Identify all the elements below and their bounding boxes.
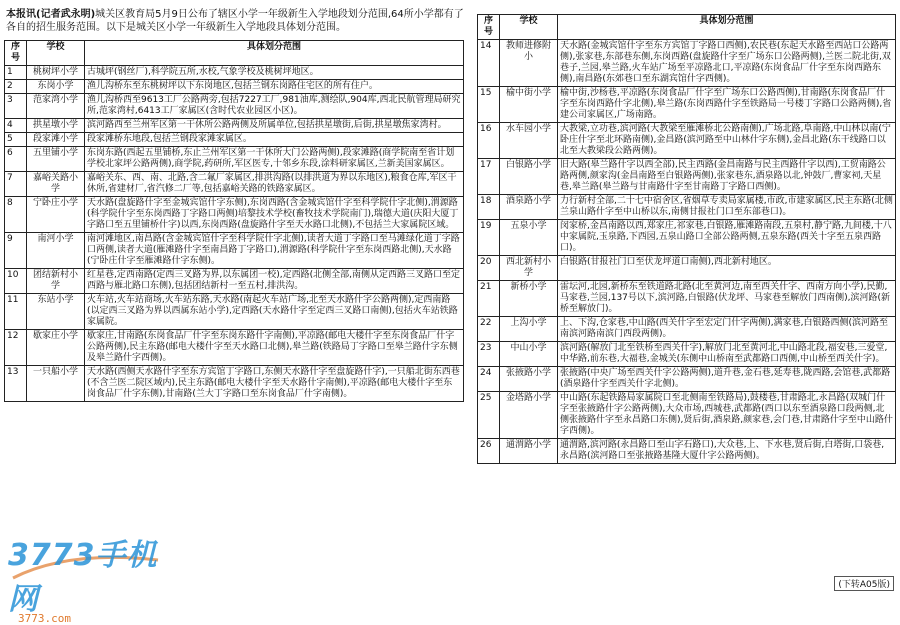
row-number: 6 <box>5 147 27 172</box>
row-number: 22 <box>478 317 500 342</box>
table-header-row <box>5 41 464 66</box>
school-name: 张掖路小学 <box>500 367 558 392</box>
district-range: 滨河路(解放门北至铁桥至西关什字),解放门北至黄河北,中山路北段,福安巷,三爱堂,中华路,前东巷,大福巷,金城关(东侧中山桥南至武都路口西侧,中山桥至西关什字)。 <box>558 342 896 367</box>
row-number: 23 <box>478 342 500 367</box>
school-name: 歇家庄小学 <box>27 330 85 366</box>
left-table <box>4 40 464 402</box>
table-row <box>5 330 464 366</box>
header-range: 具体划分范围 <box>85 41 464 66</box>
right-table-body <box>478 40 896 464</box>
row-number: 15 <box>478 87 500 123</box>
table-row <box>5 269 464 294</box>
district-range: 滨河路西至兰州军区第一干休所公路两侧及所属单位,包括拱星墩街,后街,拱星墩焦家湾村。 <box>85 119 464 133</box>
row-number: 4 <box>5 119 27 133</box>
row-number: 20 <box>478 256 500 281</box>
row-number: 21 <box>478 281 500 317</box>
district-range: 闵家桥,金昌南路以西,郑家庄,祁家巷,白银路,雁滩路南段,五泉村,静宁路,九间楼,十八中家属院,玉泉路,下西园,五泉山路口全部公路两侧,五泉东路(西关十字至五泉西路口)。 <box>558 220 896 256</box>
district-range: 渔儿沟桥西至9613工厂公路两旁,包括7227工厂,981油库,测绘队,904库,西北民航管理局研究所,范家湾村,6413工厂家属区(含时代农业园区小区)。 <box>85 94 464 119</box>
header-range: 具体划分范围 <box>558 15 896 40</box>
district-range: 榆中街,沙杨巷,平凉路(东岗食品厂什字至广场东口公路西侧),甘南路(东岗食品厂什字至东岗西路什字北侧),皋兰路(东岗西路什字至铁路局一号楼丁字路口公路两侧),省建公司家属区,广场南路。 <box>558 87 896 123</box>
row-number: 14 <box>478 40 500 87</box>
watermark-logo-text: 3773手机网 <box>8 538 158 617</box>
district-range: 红星巷,定西南路(定西三叉路为界,以东属团一校),定西路(北侧全部,南侧从定西路三叉路口至定西路与雁北路口东侧),包括团结新村一至五村,排洪沟。 <box>85 269 464 294</box>
district-range: 中山路(东起铁路局家属院口至北侧南至铁路局),鼓楼巷,甘肃路北,永昌路(双城门什字至张掖路什字公路两侧),大众市场,西城巷,武都路(西口以东至酒泉路口段两侧,北侧张掖路什字至永昌路口东侧),贤后街,酒泉路,颜家巷,会门巷,甘肃路什字至中山路什字西侧)。 <box>558 392 896 439</box>
table-row <box>478 220 896 256</box>
district-range: 火车站,火车站商场,火车站东路,天水路(南起火车站广场,北至天水路什字公路两侧),定西南路(以定西三叉路为界以西属东站小学),定西路(天水路什字至定西三叉路口南侧),包括火车站铁路家属院。 <box>85 294 464 330</box>
row-number: 16 <box>478 123 500 159</box>
school-name: 拱星墩小学 <box>27 119 85 133</box>
school-name: 金塔路小学 <box>500 392 558 439</box>
row-number: 17 <box>478 159 500 195</box>
district-range: 雷坛河,北园,新桥东至铁道路北路(北至黄河边,南至西关什字、西南方向小学),民勤,马家巷,兰园,137号以下,滨河路,白银路(伏龙坪、马家巷至解放门西南侧),滨河路(新桥至解放门)。 <box>558 281 896 317</box>
table-row <box>5 119 464 133</box>
row-number: 25 <box>478 392 500 439</box>
row-number: 12 <box>5 330 27 366</box>
table-row <box>478 87 896 123</box>
row-number: 24 <box>478 367 500 392</box>
table-row <box>478 40 896 87</box>
table-row <box>478 195 896 220</box>
table-row <box>5 366 464 402</box>
table-header-row <box>478 15 896 40</box>
row-number: 18 <box>478 195 500 220</box>
school-name: 团结新村小学 <box>27 269 85 294</box>
table-row <box>478 123 896 159</box>
district-range: 南河滩地区,南昌路(含金城宾馆什字至科学院什字北侧),读者大道丁字路口至马滩绿化道丁字路口两侧,读者大道(雁滩路什字至南昌路丁字路口),渭源路(科学院什字至东岗西路北侧),天水路(宁卧庄什字至雁滩路什字东侧)。 <box>85 233 464 269</box>
row-number: 8 <box>5 197 27 233</box>
school-name: 白银路小学 <box>500 159 558 195</box>
intro-text: 城关区教育局5月9日公布了辖区小学一年级新生入学地段划分范围,64所小学都有了各自的招生服务范围。以下是城关区小学一年级新生入学地段具体划分范围。 <box>6 9 464 33</box>
row-number: 2 <box>5 80 27 94</box>
row-number: 3 <box>5 94 27 119</box>
row-number: 5 <box>5 133 27 147</box>
right-column <box>477 14 896 464</box>
table-row <box>5 94 464 119</box>
table-row <box>5 147 464 172</box>
table-row <box>478 317 896 342</box>
school-name: 新桥小学 <box>500 281 558 317</box>
intro-lead: 本报讯(记者武永明) <box>6 9 96 20</box>
school-name: 中山小学 <box>500 342 558 367</box>
district-range: 白银路(甘报社门口至伏龙坪道口南侧),西北新村地区。 <box>558 256 896 281</box>
table-row <box>5 133 464 147</box>
school-name: 南河小学 <box>27 233 85 269</box>
table-row <box>5 294 464 330</box>
school-name: 酒泉路小学 <box>500 195 558 220</box>
continued-note: (下转A05版) <box>834 576 894 591</box>
district-range: 天水路(盘旋路什字至金城宾馆什字东侧),东岗西路(含金城宾馆什字至科学院什字北侧),渭源路(科学院什字至东岗西路丁字路口两侧)培黎技术学校(畜牧技术学院南门),瑞德大道(庆阳大厦丁字路口至五里铺桥什字)以西,东岗西路(盘旋路什字至天水路口北侧),不包括兰大家属院区域。 <box>85 197 464 233</box>
header-no: 序号 <box>5 41 27 66</box>
school-name: 上沟小学 <box>500 317 558 342</box>
district-range: 大教梁,立功巷,滨河路(大教梁至雁滩桥北公路南侧),广场北路,阜南路,中山林以南(宁卧庄什字至北环路南侧),金昌路(滨河路至中山林什字东侧),金昌北路(东干线路口以北至大教梁段公路两侧)。 <box>558 123 896 159</box>
district-range: 渔儿沟桥东至东桃树坪以下东岗地区,包括兰钢东岗路住宅区的所有住户。 <box>85 80 464 94</box>
school-name: 桃树坪小学 <box>27 66 85 80</box>
table-row <box>478 392 896 439</box>
district-range: 力行新村全部,二十七中宿舍区,省烟草专卖局家属楼,市政,市建家属区,民主东路(北侧兰泉山路什字至中山桥以东,南侧甘报社门口至东部巷口)。 <box>558 195 896 220</box>
table-row <box>478 367 896 392</box>
header-school: 学校 <box>27 41 85 66</box>
school-name: 东岗小学 <box>27 80 85 94</box>
right-table <box>477 14 896 464</box>
table-row <box>5 233 464 269</box>
district-range: 天水路(金城宾馆什字至东方宾馆丁字路口西侧),农民巷(东起天水路至西站口公路两侧),张家巷,东部巷东侧,东岗西路(盘旋路什字至广场东口公路两侧),兰医二院北街,双巷子,兰园,皋兰路,火车站广场至平凉路北口,平凉路(东岗食品厂什字至东岗西路东侧),南昌路(东郊巷口至东湖宾馆什字西侧)。 <box>558 40 896 87</box>
table-row <box>478 256 896 281</box>
district-range: 张掖路(中央广场至西关什字公路两侧),道升巷,金石巷,延寿巷,陇西路,会馆巷,武都路(酒泉路什字至西关什字北侧)。 <box>558 367 896 392</box>
district-range: 通渭路,滨河路(永昌路口至山字石路口),大众巷,上、下水巷,贤后街,白塔街,口袋巷,永昌路(滨河路口至张掖路基隆大厦什字公路两侧)。 <box>558 439 896 464</box>
table-row <box>5 80 464 94</box>
district-range: 古城坪(钢丝厂),科学院五所,水校,气象学校及桃树坪地区。 <box>85 66 464 80</box>
table-row <box>478 439 896 464</box>
row-number: 1 <box>5 66 27 80</box>
district-range: 上、下沟,仓家巷,中山路(西关什字至宏定门什字两侧),满家巷,白银路西侧(滨河路至南滨河路南滨门西段两侧)。 <box>558 317 896 342</box>
row-number: 9 <box>5 233 27 269</box>
school-name: 范家湾小学 <box>27 94 85 119</box>
table-row <box>478 281 896 317</box>
district-range: 旧大路(皋兰路什字以西全部),民主西路(金昌南路与民主西路什字以西),工贸南路公路两侧,颜家沟(金昌南路至白银路两侧),张家巷东,酒泉路以北,钟鼓厂,曹家祠,天星巷,皋兰路(皋兰路与甘南路什字至甘南路丁字路口西侧)。 <box>558 159 896 195</box>
school-name: 一只船小学 <box>27 366 85 402</box>
table-row <box>5 172 464 197</box>
school-name: 段家滩小学 <box>27 133 85 147</box>
table-row <box>5 197 464 233</box>
school-name: 五泉小学 <box>500 220 558 256</box>
school-name: 五里铺小学 <box>27 147 85 172</box>
school-name: 西北新村小学 <box>500 256 558 281</box>
row-number: 10 <box>5 269 27 294</box>
row-number: 11 <box>5 294 27 330</box>
left-table-body <box>5 66 464 402</box>
school-name: 通渭路小学 <box>500 439 558 464</box>
watermark-url: 3773.com <box>18 612 71 625</box>
district-range: 段家滩桥东地段,包括兰钢段家滩家属区。 <box>85 133 464 147</box>
site-watermark <box>8 530 178 625</box>
left-column <box>4 8 464 402</box>
row-number: 19 <box>478 220 500 256</box>
school-name: 教师进修附小 <box>500 40 558 87</box>
school-name: 水车园小学 <box>500 123 558 159</box>
header-no: 序号 <box>478 15 500 40</box>
school-name: 宁卧庄小学 <box>27 197 85 233</box>
district-range: 歇家庄,甘南路(东岗食品厂什字至东岗东路什字南侧),平凉路(邮电大楼什字至东岗食品厂什字公路两侧),民主东路(邮电大楼什字至天水路口北侧),皋兰路(铁路局丁字路口至皋兰路什字东侧及皋兰路什字西侧)。 <box>85 330 464 366</box>
school-name: 嘉峪关路小学 <box>27 172 85 197</box>
district-range: 嘉峪关东、西、南、北路,含二氟厂家属区,排洪沟路(以排洪道为界以东地区),粮食仓库,军区干休所,省建材厂,省汽修二厂等,包括嘉峪关路的铁路家属区。 <box>85 172 464 197</box>
school-name: 榆中街小学 <box>500 87 558 123</box>
row-number: 7 <box>5 172 27 197</box>
table-row <box>478 342 896 367</box>
school-name: 东站小学 <box>27 294 85 330</box>
header-school: 学校 <box>500 15 558 40</box>
row-number: 13 <box>5 366 27 402</box>
table-row <box>478 159 896 195</box>
intro-paragraph <box>4 8 464 38</box>
district-range: 东岗东路(西起五里铺桥,东止兰州军区第一干休所大门公路两侧),段家滩路(商学院南至省计划学校北家坪公路两侧),商学院,药研所,军区医专,十邻乡东段,涂料研家属区,兰新美国家属区。 <box>85 147 464 172</box>
table-row <box>5 66 464 80</box>
district-range: 天水路(西侧天水路什字至东方宾馆丁字路口,东侧天水路什字至盘旋路什字),一只船北街东西巷(不含兰医二院区域内),民主东路(邮电大楼什字至天水路什字南侧),平凉路(邮电大楼什字至东岗食品厂什字东侧),甘南路(兰大丁字路口至东岗食品厂什字南侧)。 <box>85 366 464 402</box>
row-number: 26 <box>478 439 500 464</box>
